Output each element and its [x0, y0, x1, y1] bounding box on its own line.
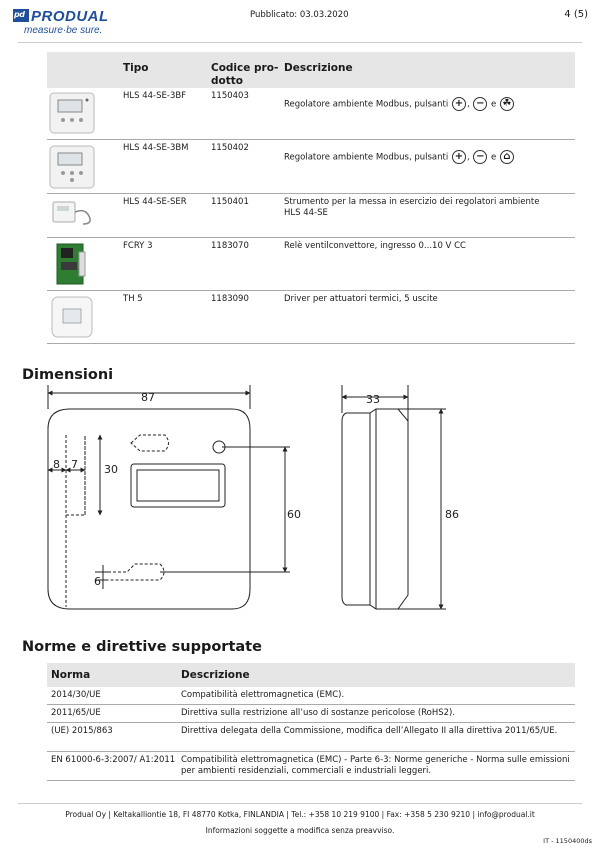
plus-icon: + [452, 150, 466, 164]
dim-86: 86 [445, 508, 459, 521]
row-descrizione: Relè ventilconvettore, ingresso 0...10 V CC [284, 241, 466, 251]
dim-7: 7 [71, 458, 78, 471]
product-image-th5 [49, 295, 95, 342]
dimensions-title: Dimensioni [22, 367, 114, 383]
dim-8: 8 [53, 458, 60, 471]
page-number: 4 (5) [564, 9, 588, 20]
dim-6: 6 [94, 575, 101, 588]
col-descrizione: Descrizione [181, 669, 250, 681]
row-tipo: HLS 44-SE-3BM [123, 143, 189, 153]
standards-title: Norme e direttive supportate [22, 639, 262, 655]
col-tipo: Tipo [123, 62, 149, 74]
col-descrizione: Descrizione [284, 62, 353, 74]
desc-cell: Direttiva sulla restrizione all’uso di sostanze pericolose (RoHS2). [181, 708, 456, 718]
footer-notice: Informazioni soggette a modifica senza preavviso. [205, 826, 395, 835]
table-row [47, 687, 575, 705]
row-codice: 1183070 [211, 241, 249, 251]
norma-cell: (UE) 2015/863 [51, 726, 113, 736]
row-tipo: HLS 44-SE-3BF [123, 91, 187, 101]
desc-cell: Compatibilità elettromagnetica (EMC) - Parte 6-3: Norme generiche - Norma sulle emissioni per ambienti residenziali, commerciali e industriali leggeri. [181, 755, 570, 776]
row-codice: 1150402 [211, 143, 249, 153]
dim-33: 33 [366, 393, 380, 406]
footer-company: Produal Oy | Keltakalliontie 18, FI 48770 Kotka, FINLANDIA | Tel.: +358 10 219 9100 | Fax: +358 5 230 9210 | info@produal.it [65, 810, 535, 819]
table-row [47, 752, 575, 781]
row-tipo: FCRY 3 [123, 241, 153, 251]
table-row [47, 238, 575, 291]
norma-cell: 2011/65/UE [51, 708, 101, 718]
logo-mark: pd [13, 9, 29, 22]
dim-30: 30 [104, 463, 118, 476]
table-row [47, 140, 575, 194]
products-table-header [47, 52, 575, 88]
row-codice: 1150401 [211, 197, 249, 207]
header-divider [18, 42, 582, 43]
footer-divider [18, 803, 582, 804]
dimensions-drawing [0, 385, 600, 625]
table-row [47, 88, 575, 140]
product-image-hls44-ser [49, 198, 95, 231]
table-row [47, 705, 575, 723]
norma-cell: EN 61000-6-3:2007/ A1:2011 [51, 755, 176, 765]
minus-icon: − [473, 97, 487, 111]
table-row [47, 291, 575, 344]
front-view-outline [48, 409, 250, 609]
table-row [47, 194, 575, 238]
plus-icon: + [452, 97, 466, 111]
desc-cell: Compatibilità elettromagnetica (EMC). [181, 690, 345, 700]
published-date: Pubblicato: 03.03.2020 [250, 10, 349, 20]
row-descrizione: Regolatore ambiente Modbus, pulsanti + , − e ☘ [284, 97, 569, 111]
footer-doc-id: IT - 1150400ds [543, 837, 592, 845]
side-view-outline [342, 409, 408, 609]
product-image-fcry3 [49, 242, 95, 289]
row-descrizione: Driver per attuatori termici, 5 uscite [284, 294, 438, 304]
desc-cell: Direttiva delegata della Commissione, modifica dell’Allegato II alla direttiva 2011/65/UE. [181, 726, 558, 736]
fan-icon: ☘ [500, 97, 514, 111]
row-descrizione: Strumento per la messa in esercizio dei regolatori ambiente HLS 44-SE [284, 197, 540, 218]
dim-60: 60 [287, 508, 301, 521]
standards-table [47, 663, 575, 781]
row-tipo: TH 5 [123, 294, 143, 304]
product-image-hls44-3bf [49, 92, 95, 137]
logo-name: PRODUAL [31, 8, 109, 25]
table-row [47, 723, 575, 752]
minus-icon: − [473, 150, 487, 164]
products-table [47, 52, 575, 344]
row-codice: 1150403 [211, 91, 249, 101]
row-descrizione: Regolatore ambiente Modbus, pulsanti + , − e ⌂ [284, 150, 569, 164]
logo-tagline: measure·be sure. [24, 25, 103, 36]
standards-table-header [47, 663, 575, 687]
product-image-hls44-3bm [49, 145, 95, 192]
col-codice: Codice pro- dotto [211, 62, 279, 87]
home-icon: ⌂ [500, 150, 514, 164]
col-norma: Norma [51, 669, 91, 681]
row-tipo: HLS 44-SE-SER [123, 197, 187, 207]
dim-87: 87 [141, 391, 155, 404]
norma-cell: 2014/30/UE [51, 690, 101, 700]
row-codice: 1183090 [211, 294, 249, 304]
